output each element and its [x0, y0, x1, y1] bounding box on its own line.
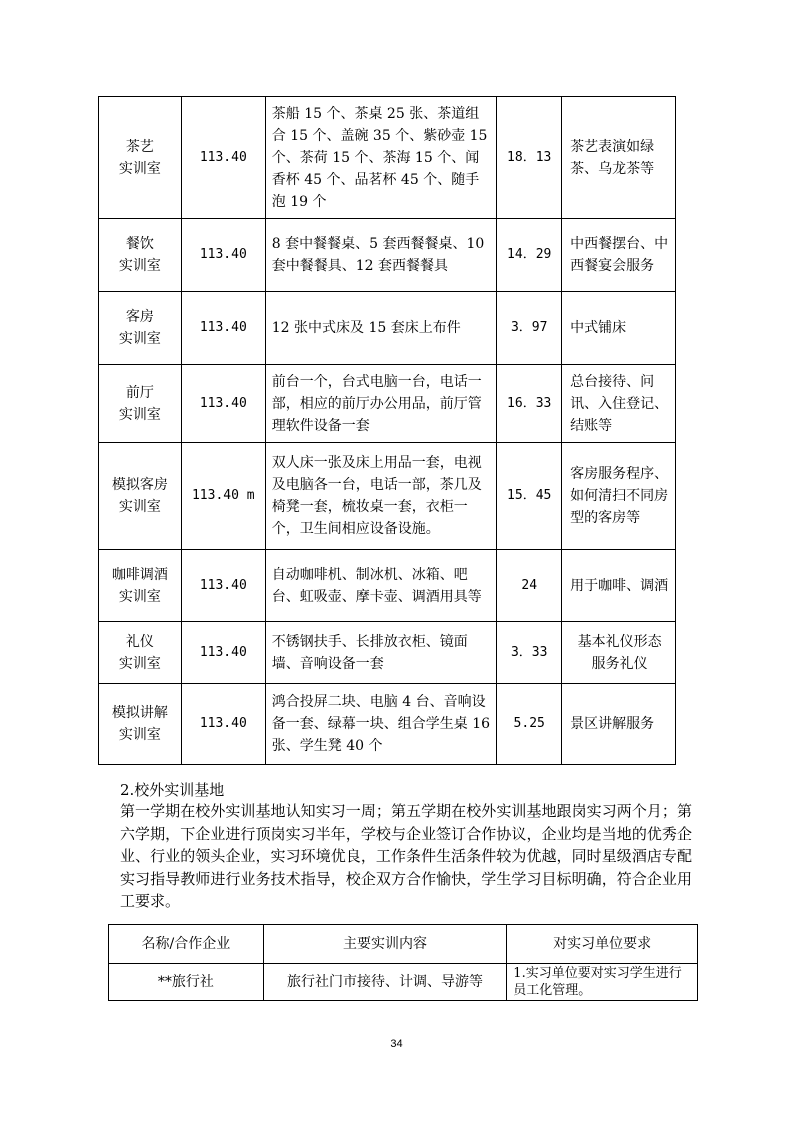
room-purpose: 景区讲解服务 — [562, 684, 676, 765]
room-ratio: 3．33 — [497, 622, 562, 684]
room-area: 113.40 — [181, 365, 265, 443]
table-row — [99, 97, 676, 219]
room-name: 前厅 实训室 — [99, 365, 182, 443]
page-number: 34 — [390, 1038, 403, 1050]
table-row — [99, 550, 676, 622]
room-name: 咖啡调酒 实训室 — [99, 550, 182, 622]
table-row — [99, 622, 676, 684]
training-room-table — [98, 96, 676, 765]
partner-requirement: 1.实习单位要对实习学生进行员工化管理。 — [507, 964, 698, 1001]
room-ratio: 3．97 — [497, 292, 562, 365]
room-equipment: 双人床一张及床上用品一套，电视及电脑各一台，电话一部，茶几及椅凳一套，梳妆桌一套，衣柜一个，卫生间相应设备设施。 — [265, 443, 496, 550]
room-area: 113.40 — [181, 97, 265, 219]
column-header: 对实习单位要求 — [507, 925, 698, 964]
room-purpose: 茶艺表演如绿茶、乌龙茶等 — [562, 97, 676, 219]
room-purpose: 中西餐摆台、中西餐宴会服务 — [562, 219, 676, 292]
table-row — [99, 443, 676, 550]
room-ratio: 14．29 — [497, 219, 562, 292]
room-equipment: 8 套中餐餐桌、5 套西餐餐桌、10 套中餐餐具、12 套西餐餐具 — [265, 219, 496, 292]
table-row — [99, 292, 676, 365]
table-header-row — [109, 925, 698, 964]
room-area: 113.40 — [181, 219, 265, 292]
room-ratio: 24 — [497, 550, 562, 622]
room-purpose: 中式铺床 — [562, 292, 676, 365]
room-purpose: 客房服务程序、如何清扫不同房型的客房等 — [562, 443, 676, 550]
table-row — [109, 964, 698, 1001]
partner-name: **旅行社 — [109, 964, 264, 1001]
room-name: 茶艺 实训室 — [99, 97, 182, 219]
room-equipment: 鸿合投屏二块、电脑 4 台、音响设备一套、绿幕一块、组合学生桌 16 张、学生凳 40 个 — [265, 684, 496, 765]
room-ratio: 18．13 — [497, 97, 562, 219]
room-area: 113.40 — [181, 622, 265, 684]
section-paragraph: 第一学期在校外实训基地认知实习一周；第五学期在校外实训基地跟岗实习两个月；第六学期，下企业进行顶岗实习半年，学校与企业签订合作协议，企业均是当地的优秀企业、行业的领头企业，实习环境优良，工作条件生活条件较为优越，同时星级酒店专配实习指导教师进行业务技术指导，校企双方合作愉快，学生学习目标明确，符合企业用工要求。 — [120, 802, 692, 910]
room-area: 113.40 m — [181, 443, 265, 550]
room-name: 客房 实训室 — [99, 292, 182, 365]
room-equipment: 12 张中式床及 15 套床上布件 — [265, 292, 496, 365]
room-area: 113.40 — [181, 292, 265, 365]
column-header: 主要实训内容 — [263, 925, 507, 964]
column-header: 名称/合作企业 — [109, 925, 264, 964]
room-equipment: 前台一个，台式电脑一台，电话一部，相应的前厅办公用品，前厅管理软件设备一套 — [265, 365, 496, 443]
room-purpose: 总台接待、问讯、入住登记、结账等 — [562, 365, 676, 443]
room-area: 113.40 — [181, 684, 265, 765]
room-equipment: 茶船 15 个、茶桌 25 张、茶道组合 15 个、盖碗 35 个、紫砂壶 15 个、茶荷 15 个、茶海 15 个、闻香杯 45 个、品茗杯 45 个、随手泡 19 个 — [265, 97, 496, 219]
table-row — [99, 219, 676, 292]
room-purpose: 基本礼仪形态 服务礼仪 — [562, 622, 676, 684]
room-name: 礼仪 实训室 — [99, 622, 182, 684]
room-ratio: 16．33 — [497, 365, 562, 443]
room-name: 餐饮 实训室 — [99, 219, 182, 292]
room-equipment: 不锈钢扶手、长排放衣柜、镜面墙、音响设备一套 — [265, 622, 496, 684]
room-ratio: 15．45 — [497, 443, 562, 550]
room-ratio: 5.25 — [497, 684, 562, 765]
room-name: 模拟客房 实训室 — [99, 443, 182, 550]
room-area: 113.40 — [181, 550, 265, 622]
partner-table — [108, 924, 698, 1001]
room-equipment: 自动咖啡机、制冰机、冰箱、吧台、虹吸壶、摩卡壶、调酒用具等 — [265, 550, 496, 622]
table-row — [99, 365, 676, 443]
partner-content: 旅行社门市接待、计调、导游等 — [263, 964, 507, 1001]
room-purpose: 用于咖啡、调酒 — [562, 550, 676, 622]
table-row — [99, 684, 676, 765]
section-title: 2.校外实训基地 — [120, 781, 225, 799]
room-name: 模拟讲解 实训室 — [99, 684, 182, 765]
